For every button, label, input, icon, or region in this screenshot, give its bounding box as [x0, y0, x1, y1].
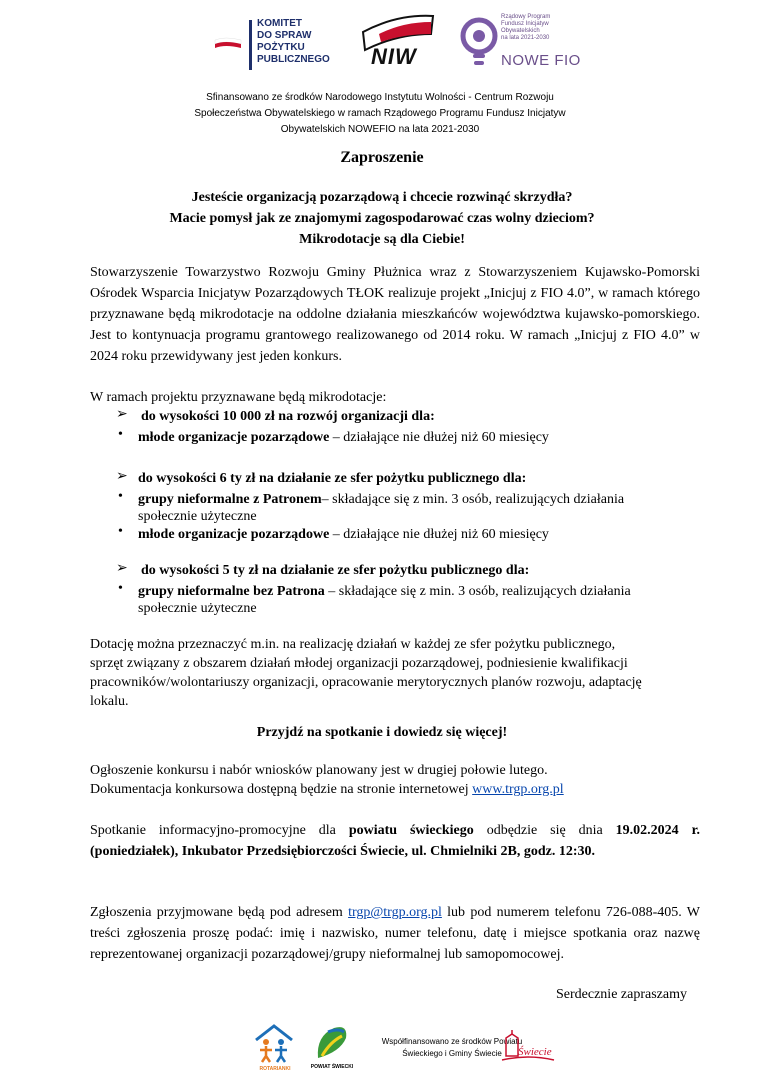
lightbulb-icon [459, 16, 499, 72]
cofinanced-note: Współfinansowano ze środków Powiatu Świeckiego i Gminy Świecie [381, 1037, 523, 1058]
niw-logo [357, 12, 437, 76]
rotarianki-logo-icon [250, 1020, 298, 1068]
komitet-logo-bar [249, 20, 252, 70]
purpose-line: sprzęt związany z obszarem działań młodej organizacji pozarządowej, podniesienie kwalifikacji [90, 656, 628, 671]
dot-bullet-icon: • [118, 427, 123, 442]
registration-paragraph: Zgłoszenia przyjmowane będą pod adresem trgp@trgp.org.pl lub pod numerem telefonu 726-088-405. W treści zgłoszenia proszę podać: imię i nazwisko, numer telefonu, datę i miejsce spotkania oraz nazwę reprezentowanej organizacji pozarządowej/grupy nieformalnej lub samopomocowej. [90, 905, 700, 962]
subtitle-line: Jesteście organizacją pozarządową i chcecie rozwinąć skrzydła? [191, 190, 573, 205]
arrow-bullet-icon: ➢ [116, 561, 128, 576]
dot-bullet-icon: • [118, 524, 123, 539]
subtitle [0, 187, 764, 250]
subtitle-line: Macie pomysł jak ze znajomymi zagospodarować czas wolny dzieciom? [169, 211, 595, 226]
grant-item-continuation: społecznie użyteczne [138, 601, 257, 616]
announcement-line: Ogłoszenie konkursu i nabór wniosków planowany jest w drugiej połowie lutego. [90, 763, 548, 778]
grants-intro: W ramach projektu przyznawane będą mikrodotacje: [90, 390, 387, 405]
nowe-fio-logo-text: NOWE FIO [501, 52, 581, 69]
arrow-bullet-icon: ➢ [116, 469, 128, 484]
swiecie-logo-text: Świecie [518, 1046, 552, 1058]
grant-item: młode organizacje pozarządowe – działające nie dłużej niż 60 miesięcy [138, 430, 549, 445]
email-link[interactable]: trgp@trgp.org.pl [348, 905, 442, 920]
purpose-line: pracowników/wolontariuszy organizacji, opracowanie merytorycznych planów rozwoju, adaptację [90, 675, 642, 690]
dot-bullet-icon: • [118, 489, 123, 504]
rotarianki-logo-text: ROTARIANKI [259, 1066, 291, 1072]
grant-item-continuation: społecznie użyteczne [138, 509, 257, 524]
poland-flag-icon [213, 36, 243, 52]
intro-paragraph: Stowarzyszenie Towarzystwo Rozwoju Gminy Płużnica wraz z Stowarzyszeniem Kujawsko-Pomorski Ośrodek Wsparcia Inicjatyw Pozarządowych TŁOK realizuje projekt „Inicjuj z FIO 4.0”, w ramach którego przyznawane będą mikrodotacje na oddolne działania mieszkańców województwa kujawsko-pomorskiego. Jest to kontynuacja programu grantowego realizowanego od 2014 roku. W ramach „Inicjuj z FIO 4.0” w 2024 roku przewidywany jest jeden konkurs. [90, 265, 700, 364]
meeting-call: Przyjdź na spotkanie i dowiedz się więcej! [256, 725, 508, 740]
arrow-bullet-icon: ➢ [116, 407, 128, 422]
grant-item: młode organizacje pozarządowe – działające nie dłużej niż 60 miesięcy [138, 527, 549, 542]
nowe-fio-logo-small-text: Rządowy Program Fundusz Inicjatyw Obywatelskich na lata 2021-2030 [501, 14, 551, 41]
purpose-line: lokalu. [90, 694, 129, 709]
closing: Serdecznie zapraszamy [556, 987, 687, 1002]
komitet-logo [213, 16, 343, 72]
grant-item: grupy nieformalne z Patronem– składające się z min. 3 osób, realizujących działania [138, 492, 625, 507]
grant-heading: do wysokości 5 ty zł na działanie ze sfer pożytku publicznego dla: [141, 563, 530, 578]
grant-heading: do wysokości 6 ty zł na działanie ze sfer pożytku publicznego dla: [138, 471, 527, 486]
niw-logo-text: NIW [371, 44, 417, 69]
website-link[interactable]: www.trgp.org.pl [472, 782, 564, 797]
dot-bullet-icon: • [118, 581, 123, 596]
powiat-swiecki-logo-icon [312, 1022, 352, 1064]
grant-heading: do wysokości 10 000 zł na rozwój organizacji dla: [141, 409, 435, 424]
grant-item: grupy nieformalne bez Patrona – składające się z min. 3 osób, realizujących działania [138, 584, 631, 599]
meeting-paragraph: Spotkanie informacyjno-promocyjne dla powiatu świeckiego odbędzie się dnia 19.02.2024 r. (poniedziałek), Inkubator Przedsiębiorczości Świecie, ul. Chmielniki 2B, godz. 12:30. [90, 823, 701, 859]
komitet-logo-text: KOMITET DO SPRAW POŻYTKU PUBLICZNEGO [257, 18, 330, 65]
subtitle-line: Mikrodotacje są dla Ciebie! [299, 232, 465, 247]
purpose-line: Dotację można przeznaczyć m.in. na realizację działań w każdej ze sfer pożytku publicznego, [90, 637, 616, 652]
nowe-fio-logo [455, 12, 595, 78]
announcement-line: Dokumentacja konkursowa dostępną będzie na stronie internetowej www.trgp.org.pl [90, 782, 564, 797]
page-title: Zaproszenie [340, 149, 424, 166]
powiat-swiecki-logo-text: POWIAT ŚWIECKI [310, 1064, 354, 1070]
sponsor-note: Sfinansowano ze środków Narodowego Instytutu Wolności - Centrum Rozwoju Społeczeństwa Obywatelskiego w ramach Rządowego Programu Fundusz Inicjatyw Obywatelskich NOWEFIO na lata 2021-2030 [194, 92, 566, 135]
